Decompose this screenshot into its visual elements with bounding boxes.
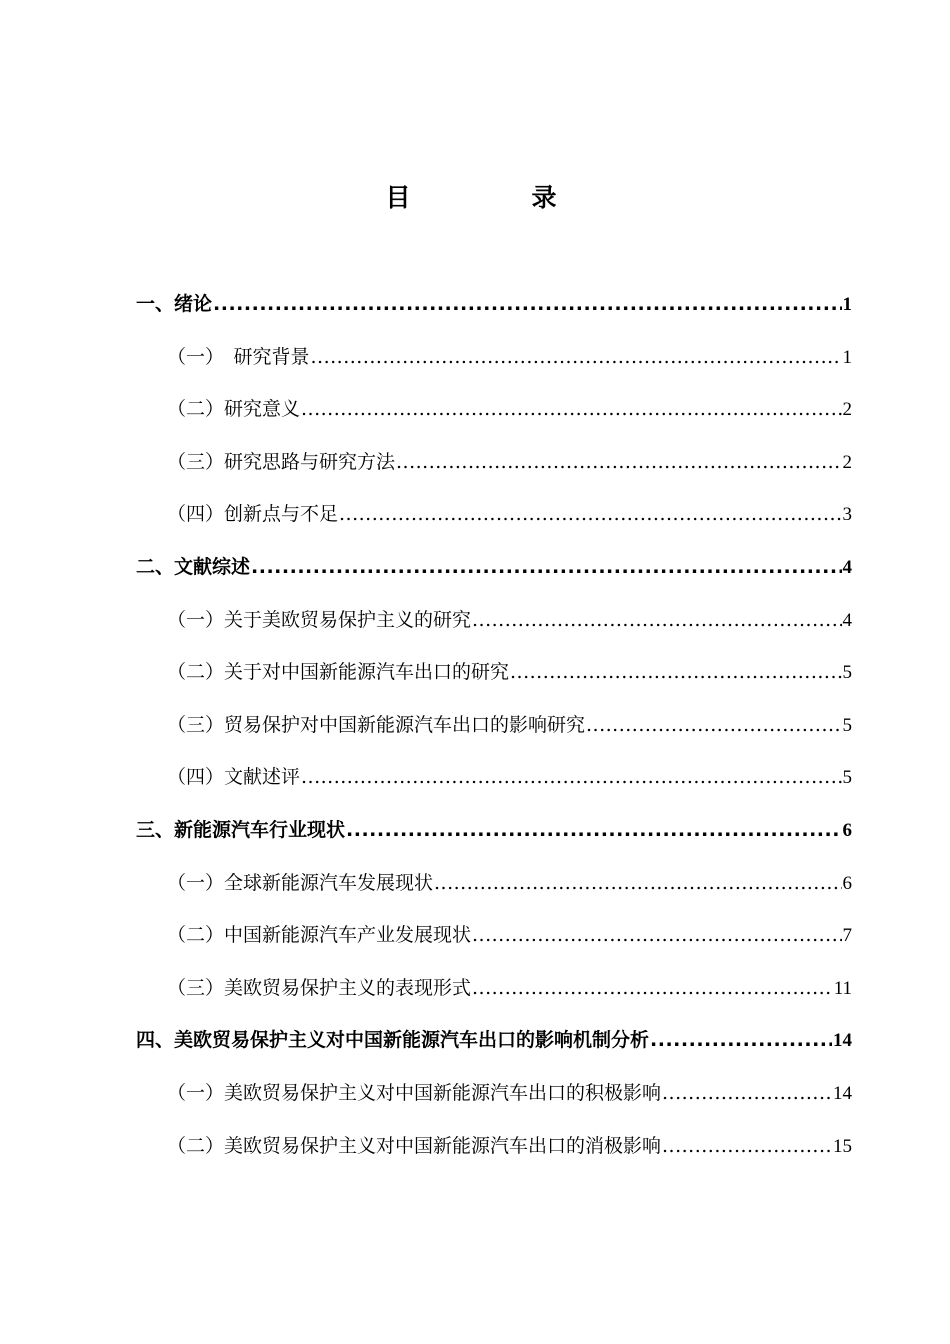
- toc-entry-page: 7: [842, 925, 852, 947]
- toc-leader-dots: [396, 436, 841, 489]
- toc-leader-dots: [586, 699, 841, 752]
- toc-entry[interactable]: [136, 488, 852, 541]
- toc-leader-dots: [301, 751, 841, 804]
- toc-entry[interactable]: [136, 1067, 852, 1120]
- toc-leader-dots: [213, 278, 841, 331]
- toc-entry[interactable]: [136, 594, 852, 647]
- toc-leader-dots: [472, 962, 833, 1015]
- table-of-contents: [136, 278, 852, 1172]
- toc-entry[interactable]: [136, 646, 852, 699]
- toc-entry-label: （四）文献述评: [167, 766, 301, 789]
- toc-leader-dots: [650, 1014, 832, 1067]
- toc-leader-dots: [311, 331, 842, 384]
- toc-leader-dots: [662, 1120, 832, 1173]
- toc-entry-page: 2: [842, 451, 852, 473]
- toc-entry[interactable]: [136, 857, 852, 910]
- toc-leader-dots: [346, 804, 841, 857]
- toc-entry-page: 4: [842, 609, 852, 631]
- toc-entry-label: 三、新能源汽车行业现状: [136, 818, 346, 841]
- toc-entry[interactable]: [136, 1120, 852, 1173]
- toc-entry-page: 6: [842, 872, 852, 894]
- toc-leader-dots: [510, 646, 841, 699]
- page-title: 目 录: [385, 183, 605, 212]
- toc-entry-page: 14: [833, 1082, 852, 1104]
- toc-entry-page: 1: [842, 346, 852, 368]
- toc-entry[interactable]: [136, 278, 852, 331]
- toc-entry[interactable]: [136, 699, 852, 752]
- toc-entry-page: 11: [833, 977, 852, 999]
- toc-entry[interactable]: [136, 436, 852, 489]
- toc-entry-page: 4: [842, 556, 852, 578]
- toc-entry-page: 5: [842, 767, 852, 789]
- toc-entry[interactable]: [136, 909, 852, 962]
- toc-leader-dots: [662, 1067, 832, 1120]
- toc-entry-page: 6: [842, 819, 852, 841]
- toc-entry-label: （二）关于对中国新能源汽车出口的研究: [167, 661, 510, 684]
- toc-entry-label: （一）美欧贸易保护主义对中国新能源汽车出口的积极影响: [167, 1081, 662, 1104]
- toc-entry-page: 5: [842, 714, 852, 736]
- toc-leader-dots: [339, 488, 841, 541]
- toc-leader-dots: [434, 857, 841, 910]
- toc-entry-page: 3: [842, 504, 852, 526]
- toc-entry-label: （三）美欧贸易保护主义的表现形式: [167, 976, 472, 999]
- toc-entry[interactable]: [136, 751, 852, 804]
- toc-entry[interactable]: [136, 1014, 852, 1067]
- toc-entry-label: （二）中国新能源汽车产业发展现状: [167, 924, 472, 947]
- toc-entry-label: （二）美欧贸易保护主义对中国新能源汽车出口的消极影响: [167, 1134, 662, 1157]
- toc-entry-label: （一）关于美欧贸易保护主义的研究: [167, 608, 472, 631]
- toc-entry[interactable]: [136, 804, 852, 857]
- toc-entry-page: 14: [833, 1030, 852, 1052]
- toc-entry-label: （三）研究思路与研究方法: [167, 450, 396, 473]
- toc-entry[interactable]: [136, 383, 852, 436]
- toc-entry-page: 2: [842, 399, 852, 421]
- toc-entry-page: 5: [842, 662, 852, 684]
- toc-entry[interactable]: [136, 331, 852, 384]
- toc-entry-label: 四、美欧贸易保护主义对中国新能源汽车出口的影响机制分析: [136, 1029, 650, 1052]
- toc-entry-label: 二、文献综述: [136, 555, 251, 578]
- toc-entry-label: （一）全球新能源汽车发展现状: [167, 871, 434, 894]
- toc-entry[interactable]: [136, 541, 852, 594]
- toc-leader-dots: [251, 541, 841, 594]
- toc-entry[interactable]: [136, 962, 852, 1015]
- toc-entry-label: （四）创新点与不足: [167, 503, 339, 526]
- toc-entry-page: 1: [842, 294, 852, 315]
- toc-entry-page: 15: [833, 1135, 852, 1157]
- toc-leader-dots: [472, 594, 841, 647]
- toc-leader-dots: [301, 383, 841, 436]
- toc-entry-label: （三）贸易保护对中国新能源汽车出口的影响研究: [167, 713, 586, 736]
- toc-entry-label: （二）研究意义: [167, 398, 301, 421]
- toc-entry-label: （一） 研究背景: [167, 345, 310, 368]
- toc-leader-dots: [472, 909, 841, 962]
- toc-entry-label: 一、绪论: [136, 293, 213, 315]
